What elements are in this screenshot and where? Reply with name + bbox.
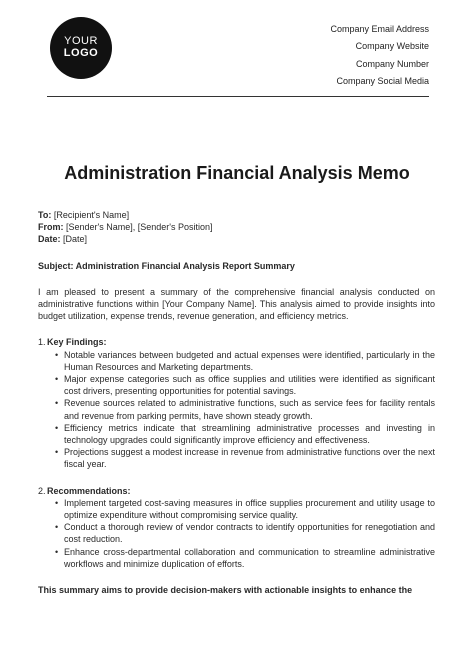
list-item-text: Implement targeted cost-saving measures in office supplies procurement and utility usage to optimize expenditure without compromising service quality. [64, 497, 435, 521]
bullet-icon: • [55, 422, 59, 433]
list-item [55, 422, 435, 446]
list-item-text: Revenue sources related to administrative functions, such as service fees for facility rentals and revenue from parking permits, have shown steady growth. [64, 398, 435, 421]
list-item-text: Projections suggest a modest increase in revenue from administrative functions over the next fiscal year. [64, 447, 435, 470]
company-social-media: Company Social Media [336, 75, 429, 86]
section-title: Recommendations: [47, 485, 131, 496]
date-value: [Date] [63, 234, 88, 245]
to-line [38, 209, 435, 221]
list-item [55, 521, 435, 545]
company-website: Company Website [355, 41, 429, 52]
subject-text: Subject: Administration Financial Analysis Report Summary [38, 260, 295, 271]
recommendations-section [38, 485, 435, 570]
bullet-icon: • [55, 398, 59, 409]
intro-paragraph: I am pleased to present a summary of the comprehensive financial analysis conducted on administrative functions within [Your Company Name]. This analysis aimed to provide insights into budget utilization, expense trends, revenue generation, and efficiency metrics. [38, 286, 435, 322]
section-number: 1. [38, 337, 46, 348]
bullet-icon: • [55, 546, 59, 557]
company-number: Company Number [355, 58, 429, 69]
company-logo [50, 17, 112, 79]
from-label: From: [38, 222, 64, 233]
list-item [55, 546, 435, 570]
from-value: [Sender's Name], [Sender's Position] [66, 222, 213, 233]
from-line [38, 221, 435, 233]
section-heading [38, 485, 435, 497]
bullet-icon: • [55, 447, 59, 458]
date-label: Date: [38, 234, 61, 245]
to-value: [Recipient's Name] [53, 210, 130, 220]
list-item-text: Efficiency metrics indicate that streamlining administrative processes and investing in technology upgrades could significantly improve efficiency and effectiveness. [64, 422, 435, 446]
header-divider [47, 96, 429, 97]
list-item [55, 349, 435, 373]
list-item [55, 446, 435, 470]
memo-body [38, 209, 435, 596]
closing-paragraph: This summary aims to provide decision-makers with actionable insights to enhance the [38, 585, 413, 596]
logo-line-1: YOUR [64, 35, 98, 48]
list-item-text: Enhance cross-departmental collaboration and communication to streamline administrative workflows and minimize duplication of efforts. [64, 546, 435, 569]
memo-title: Administration Financial Analysis Memo [64, 163, 410, 183]
list-item-text: Notable variances between budgeted and actual expenses were identified, particularly in the Human Resources and Marketing departments. [64, 349, 435, 372]
list-item [55, 373, 435, 397]
key-findings-list [38, 349, 435, 471]
company-email: Company Email Address [330, 24, 429, 34]
date-line [38, 233, 435, 245]
company-contact-block [330, 21, 429, 90]
bullet-icon: • [55, 522, 59, 533]
section-title: Key Findings: [47, 337, 107, 348]
list-item [55, 497, 435, 521]
subject-line [38, 260, 435, 272]
recommendations-list [38, 497, 435, 570]
to-label: To: [38, 210, 52, 220]
bullet-icon: • [55, 374, 59, 385]
list-item-text: Major expense categories such as office supplies and utilities were identified as significant cost drivers, presenting opportunities for potential savings. [64, 374, 435, 397]
bullet-icon: • [55, 497, 59, 508]
section-number: 2. [38, 485, 46, 496]
bullet-icon: • [55, 349, 59, 360]
key-findings-section [38, 336, 435, 470]
list-item [55, 397, 435, 421]
list-item-text: Conduct a thorough review of vendor contracts to identify opportunities for renegotiation and cost reduction. [64, 522, 435, 545]
section-heading [38, 336, 435, 348]
logo-line-2: LOGO [63, 47, 99, 59]
